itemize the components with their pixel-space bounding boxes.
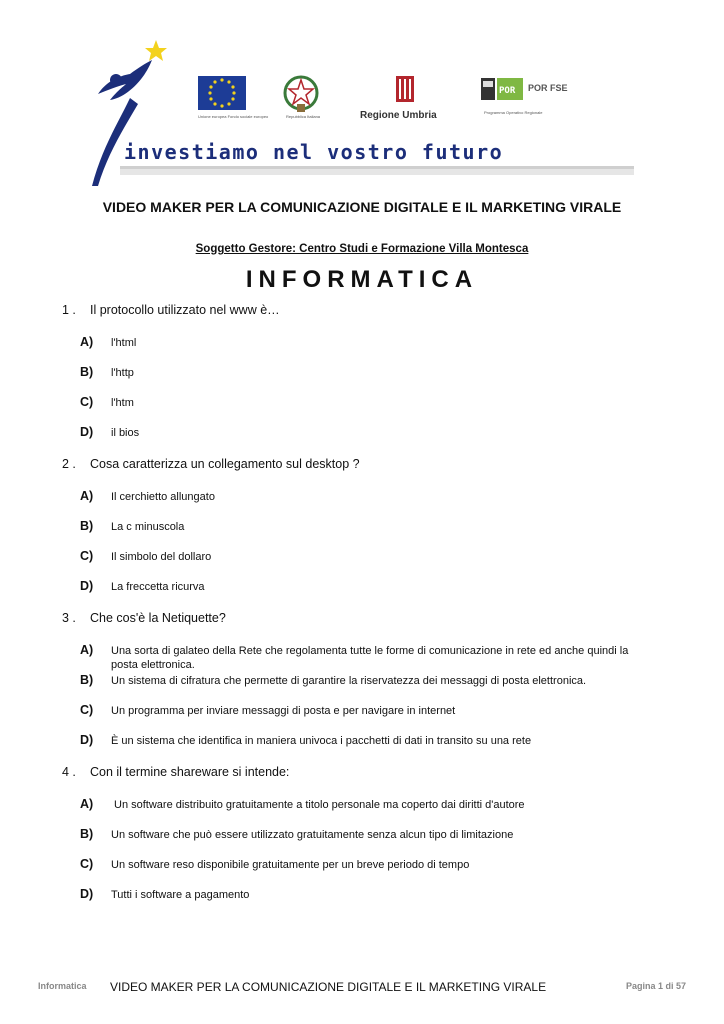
question-4 (62, 765, 289, 779)
italy-caption: Repubblica Italiana (286, 114, 321, 119)
option-text: Il cerchietto allungato (111, 491, 215, 503)
option-text: La freccetta ricurva (111, 581, 205, 593)
question-number: 3 . (62, 611, 76, 625)
option-text: Tutti i software a pagamento (111, 889, 250, 901)
option-letter: B) (80, 365, 94, 379)
managing-entity: Soggetto Gestore: Centro Studi e Formazione Villa Montesca (195, 243, 529, 255)
option-text: l'htm (111, 397, 134, 409)
question-text: Che cos'è la Netiquette? (90, 611, 226, 625)
option-text: Un software reso disponibile gratuitamente per un breve periodo di tempo (111, 859, 470, 871)
option-letter: C) (80, 857, 94, 871)
banner-bar (120, 166, 634, 169)
option-text: Una sorta di galateo della Rete che regolamenta tutte le forme di comunicazione in rete ed anche quindi la posta elettronica. (111, 645, 629, 671)
option-letter: B) (80, 827, 94, 841)
question-number: 4 . (62, 765, 76, 779)
option-text: il bios (111, 427, 140, 439)
option-text: Un software distribuito gratuitamente a titolo personale ma coperto dai diritti d'autore (114, 799, 525, 811)
option-text: La c minuscola (111, 521, 185, 533)
option-text: Un programma per inviare messaggi di posta e per navigare in internet (111, 705, 456, 717)
option-letter: B) (80, 673, 94, 687)
question-2 (62, 457, 360, 471)
option-letter: A) (80, 643, 94, 657)
option-letter: C) (80, 395, 94, 409)
option-text: Un sistema di cifratura che permette di garantire la riservatezza dei messaggi di posta elettronica. (111, 675, 587, 687)
por-fse-icon (481, 78, 523, 100)
por-fse-caption: Programma Operativo Regionale (484, 110, 543, 115)
option-letter: C) (80, 703, 94, 717)
option-letter: D) (80, 733, 94, 747)
regione-umbria-icon (396, 76, 414, 102)
question-number: 2 . (62, 457, 76, 471)
option-letter: A) (80, 489, 94, 503)
option-letter: C) (80, 549, 94, 563)
eu-caption: Unione europea Fondo sociale europeo (198, 114, 269, 119)
banner-slogan: investiamo nel vostro futuro (124, 140, 504, 164)
question-text: Con il termine shareware si intende: (90, 765, 290, 779)
star-icon (145, 40, 167, 61)
option-letter: D) (80, 887, 94, 901)
regione-umbria-label: Regione Umbria (360, 110, 437, 121)
question-text: Cosa caratterizza un collegamento sul desktop ? (90, 457, 360, 471)
option-letter: D) (80, 579, 94, 593)
option-text: Un software che può essere utilizzato gratuitamente senza alcun tipo di limitazione (111, 829, 514, 841)
option-text: È un sistema che identifica in maniera univoca i pacchetti di dati in transito su una rete (111, 735, 532, 747)
question-text: Il protocollo utilizzato nel www è… (90, 303, 280, 317)
subject-title: INFORMATICA (245, 266, 479, 293)
svg-text:POR: POR (499, 86, 516, 96)
italy-emblem-icon (285, 77, 317, 112)
question-3 (62, 611, 226, 625)
person-figure-icon (98, 60, 152, 100)
header-banner (88, 38, 636, 188)
footer-subject: Informatica (38, 981, 87, 991)
option-text: l'html (111, 337, 137, 349)
option-letter: B) (80, 519, 94, 533)
option-text: l'http (111, 367, 134, 379)
option-letter: D) (80, 425, 94, 439)
question-number: 1 . (62, 303, 76, 317)
footer-course-title: VIDEO MAKER PER LA COMUNICAZIONE DIGITALE E IL MARKETING VIRALE (110, 980, 547, 994)
footer-page-number: Pagina 1 di 57 (625, 981, 686, 991)
option-letter: A) (80, 797, 94, 811)
por-fse-label: POR FSE (528, 83, 568, 93)
person-head-icon (110, 74, 122, 86)
option-text: Il simbolo del dollaro (111, 551, 212, 563)
course-title: VIDEO MAKER PER LA COMUNICAZIONE DIGITALE E IL MARKETING VIRALE (102, 199, 622, 215)
page-footer (0, 980, 724, 1000)
option-letter: A) (80, 335, 94, 349)
question-1 (62, 303, 280, 317)
